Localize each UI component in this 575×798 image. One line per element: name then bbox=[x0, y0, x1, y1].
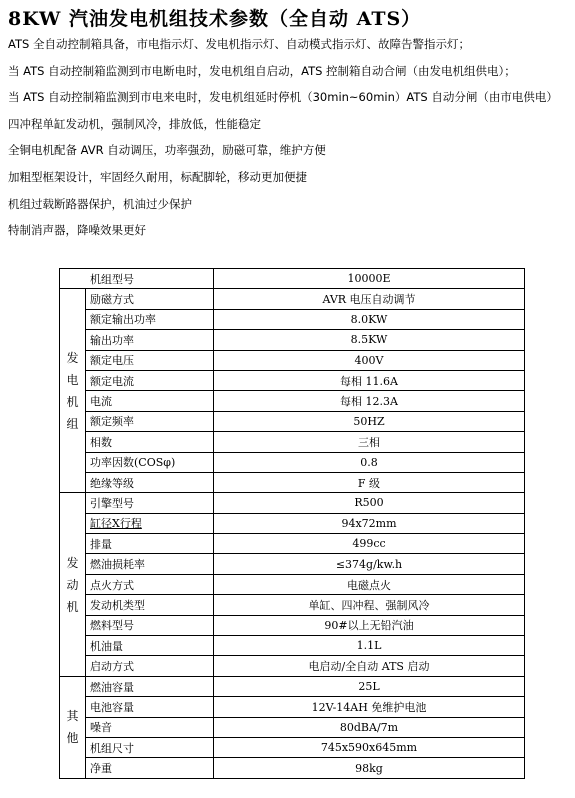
spec-value: 电启动/全自动 ATS 启动 bbox=[214, 656, 525, 676]
table-row bbox=[60, 636, 525, 656]
spec-value: 80dBA/7m bbox=[214, 717, 525, 737]
spec-label: 引擎型号 bbox=[86, 493, 214, 513]
spec-label: 机油量 bbox=[86, 636, 214, 656]
spec-label: 电流 bbox=[86, 391, 214, 411]
spec-label: 额定输出功率 bbox=[86, 309, 214, 329]
spec-value: 0.8 bbox=[214, 452, 525, 472]
spec-label: 功率因数(COSφ) bbox=[86, 452, 214, 472]
table-row bbox=[60, 615, 525, 635]
spec-value: 499cc bbox=[214, 534, 525, 554]
spec-label: 点火方式 bbox=[86, 574, 214, 594]
feature-item: 特制消声器，降噪效果更好 bbox=[8, 224, 146, 238]
page-title: 8KW 汽油发电机组技术参数（全自动 ATS） bbox=[8, 8, 422, 30]
spec-label: 排量 bbox=[86, 534, 214, 554]
feature-item: 当 ATS 自动控制箱监测到市电断电时，发电机组自启动，ATS 控制箱自动合闸（由发电机组供电）； bbox=[8, 64, 516, 78]
spec-label: 燃油容量 bbox=[86, 676, 214, 696]
spec-label: 额定电流 bbox=[86, 370, 214, 390]
model-label: 机组型号 bbox=[60, 269, 214, 289]
table-row bbox=[60, 269, 525, 289]
model-value: 10000E bbox=[214, 269, 525, 289]
spec-value: ≤374g/kw.h bbox=[214, 554, 525, 574]
group-engine: 发动机 bbox=[60, 493, 86, 677]
spec-value: 8.5KW bbox=[214, 330, 525, 350]
spec-label: 输出功率 bbox=[86, 330, 214, 350]
spec-label: 燃料型号 bbox=[86, 615, 214, 635]
spec-value: 单缸、四冲程、强制风冷 bbox=[214, 595, 525, 615]
group-generator: 发电机组 bbox=[60, 289, 86, 493]
spec-label: 启动方式 bbox=[86, 656, 214, 676]
table-row bbox=[60, 676, 525, 696]
table-row bbox=[60, 472, 525, 492]
spec-value: AVR 电压自动调节 bbox=[214, 289, 525, 309]
spec-value: 50HZ bbox=[214, 411, 525, 431]
feature-item: 四冲程单缸发动机，强制风冷，排放低，性能稳定 bbox=[8, 117, 261, 131]
feature-item: 当 ATS 自动控制箱监测到市电来电时，发电机组延时停机（30min~60min）ATS 自动分闸（由市电供电） bbox=[8, 91, 558, 105]
spec-label: 相数 bbox=[86, 432, 214, 452]
table-row bbox=[60, 697, 525, 717]
spec-value: F 级 bbox=[214, 472, 525, 492]
table-row bbox=[60, 595, 525, 615]
table-row bbox=[60, 758, 525, 778]
table-row bbox=[60, 534, 525, 554]
table-row bbox=[60, 432, 525, 452]
table-row bbox=[60, 513, 525, 533]
spec-value: 25L bbox=[214, 676, 525, 696]
spec-value: 90#以上无铅汽油 bbox=[214, 615, 525, 635]
spec-value: R500 bbox=[214, 493, 525, 513]
spec-label: 噪音 bbox=[86, 717, 214, 737]
spec-value: 94x72mm bbox=[214, 513, 525, 533]
spec-label: 缸径X行程 bbox=[86, 513, 214, 533]
feature-item: 加粗型框架设计，牢固经久耐用，标配脚轮，移动更加便捷 bbox=[8, 170, 307, 184]
table-row bbox=[60, 452, 525, 472]
spec-label: 绝缘等级 bbox=[86, 472, 214, 492]
table-row bbox=[60, 289, 525, 309]
spec-label: 电池容量 bbox=[86, 697, 214, 717]
spec-value: 电磁点火 bbox=[214, 574, 525, 594]
spec-label: 额定电压 bbox=[86, 350, 214, 370]
spec-value: 每相 12.3A bbox=[214, 391, 525, 411]
table-row bbox=[60, 493, 525, 513]
spec-value: 98kg bbox=[214, 758, 525, 778]
table-row bbox=[60, 717, 525, 737]
spec-label: 净重 bbox=[86, 758, 214, 778]
table-row bbox=[60, 656, 525, 676]
spec-label: 燃油损耗率 bbox=[86, 554, 214, 574]
group-other: 其他 bbox=[60, 676, 86, 778]
table-row bbox=[60, 370, 525, 390]
table-row bbox=[60, 330, 525, 350]
feature-item: 机组过载断路器保护，机油过少保护 bbox=[8, 197, 192, 211]
table-row bbox=[60, 554, 525, 574]
table-row bbox=[60, 391, 525, 411]
spec-label: 额定频率 bbox=[86, 411, 214, 431]
spec-table bbox=[59, 268, 525, 779]
spec-value: 745x590x645mm bbox=[214, 737, 525, 757]
spec-value: 三相 bbox=[214, 432, 525, 452]
spec-value: 12V-14AH 免维护电池 bbox=[214, 697, 525, 717]
spec-label: 发动机类型 bbox=[86, 595, 214, 615]
table-row bbox=[60, 411, 525, 431]
spec-value: 每相 11.6A bbox=[214, 370, 525, 390]
spec-label: 机组尺寸 bbox=[86, 737, 214, 757]
table-row bbox=[60, 350, 525, 370]
feature-item: 全铜电机配备 AVR 自动调压，功率强劲，励磁可靠，维护方便 bbox=[8, 144, 326, 158]
spec-value: 8.0KW bbox=[214, 309, 525, 329]
feature-item: ATS 全自动控制箱具备，市电指示灯、发电机指示灯、自动模式指示灯、故障告警指示灯； bbox=[8, 38, 470, 51]
table-row bbox=[60, 574, 525, 594]
spec-value: 1.1L bbox=[214, 636, 525, 656]
table-row bbox=[60, 737, 525, 757]
feature-list bbox=[8, 38, 573, 251]
spec-value: 400V bbox=[214, 350, 525, 370]
table-row bbox=[60, 309, 525, 329]
spec-label: 励磁方式 bbox=[86, 289, 214, 309]
